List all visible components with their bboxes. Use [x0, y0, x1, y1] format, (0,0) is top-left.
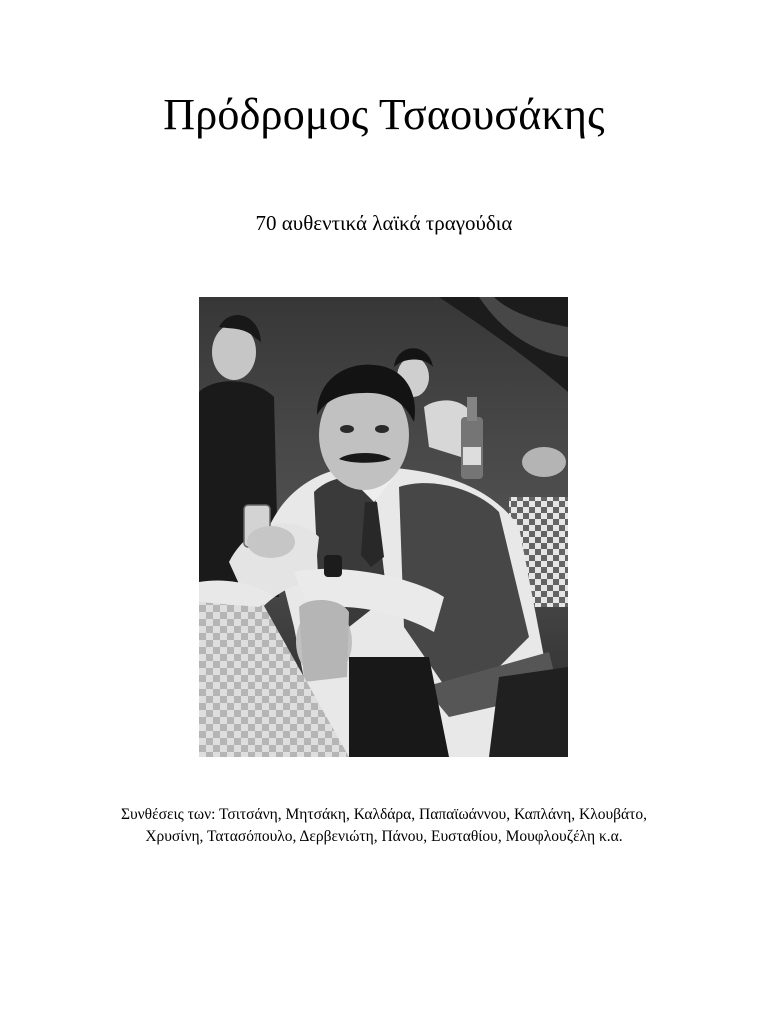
cover-photo: [199, 297, 568, 757]
composers-credits: Συνθέσεις των: Τσιτσάνη, Μητσάκη, Καλδάρα, Παπαϊωάννου, Καπλάνη, Κλουβάτο, Χρυσίνη, Τατασόπουλο, Δερβενιώτη, Πάνου, Ευσταθίου, Μουφλουζέλη κ.α.: [120, 806, 648, 845]
cover-photo-image: [199, 297, 568, 757]
page-subtitle: 70 αυθεντικά λαϊκά τραγούδια: [255, 211, 513, 235]
page-title: Πρόδρομος Τσαουσάκης: [163, 90, 605, 139]
